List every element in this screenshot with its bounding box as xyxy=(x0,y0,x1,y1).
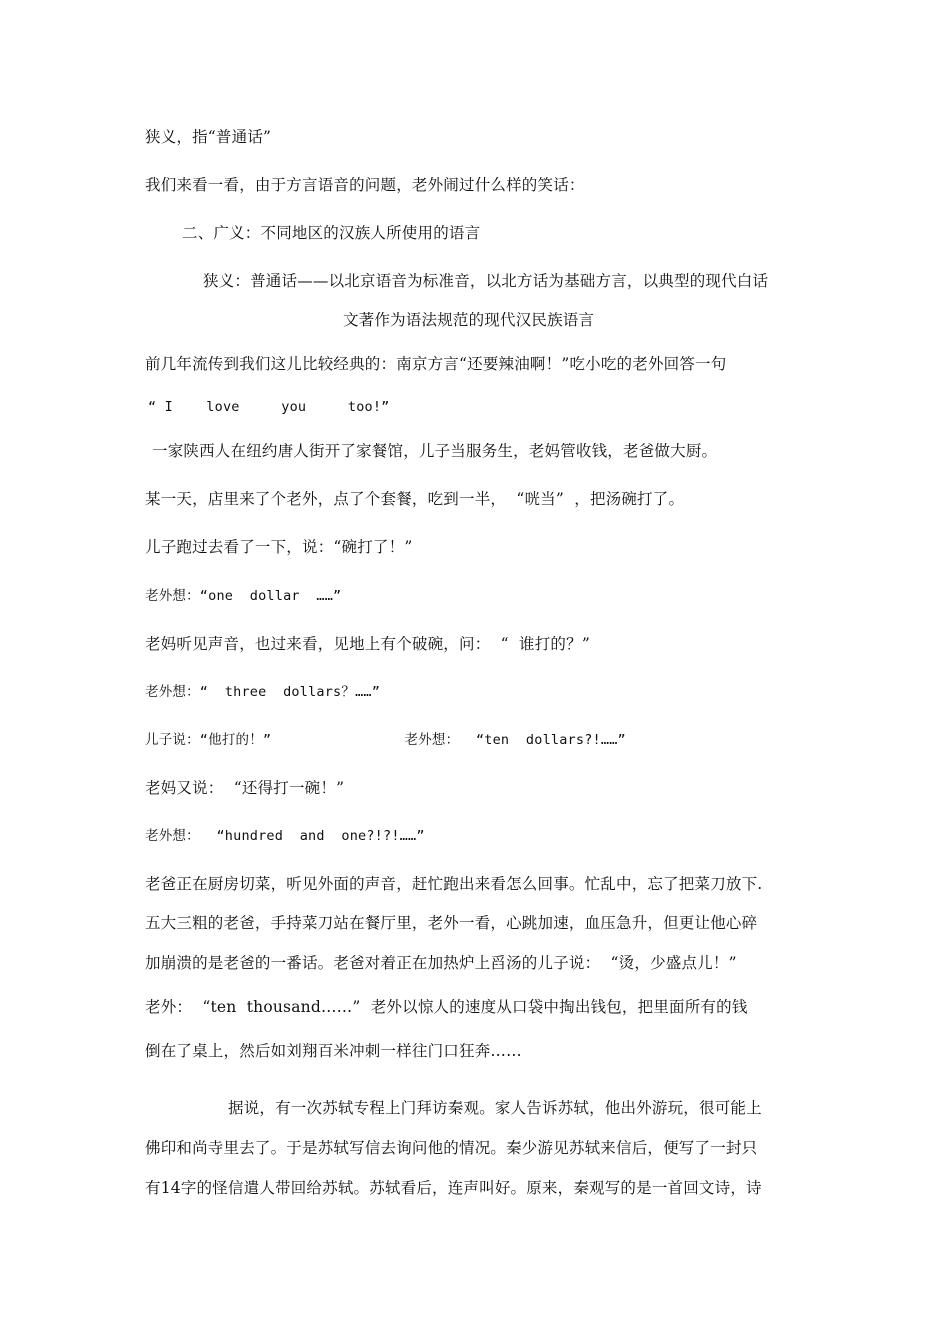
line-three-dollars: 老外想：“ three dollars？……” xyxy=(145,684,381,700)
line-narrow-meaning: 狭义，指“普通话” xyxy=(145,128,272,146)
line-bowl-broken: 某一天，店里来了个老外，点了个套餐，吃到一半， “咣当” ，把汤碗打了。 xyxy=(145,490,685,508)
line-putonghua-definition: 狭义：普通话——以北京语音为标准音，以北方话为基础方言，以典型的现代白话 xyxy=(203,272,769,290)
line-mom-asks: 老妈听见声音，也过来看，见地上有个破碗，问： “ 谁打的？” xyxy=(145,635,590,653)
line-intro-jokes: 我们来看一看，由于方言语音的问题，老外闹过什么样的笑话： xyxy=(145,176,585,194)
line-broad-meaning-heading: 二、广义：不同地区的汉族人所使用的语言 xyxy=(182,224,481,242)
line-one-dollar: 老外想：“one dollar ……” xyxy=(145,588,342,604)
line-hundred-and-one: 老外想： “hundred and one?!?!……” xyxy=(145,828,425,844)
line-dad-speaks: 加崩溃的是老爸的一番话。老爸对着正在加热炉上舀汤的儿子说： “烫，少盛点儿！” xyxy=(145,954,737,972)
line-son-says: 儿子跑过去看了一下，说：“碗打了！” xyxy=(145,538,413,556)
line-ten-dollars: 儿子说：“他打的！” 老外想： “ten dollars?!……” xyxy=(145,732,626,748)
line-ten-thousand: 老外： “ten thousand……” 老外以惊人的速度从口袋中掏出钱包，把里面所有的钱 xyxy=(145,998,748,1016)
line-palindrome-poem: 有14字的怪信遣人带回给苏轼。苏轼看后，连声叫好。原来，秦观写的是一首回文诗，诗 xyxy=(145,1179,762,1197)
line-another-bowl: 老妈又说： “还得打一碗！” xyxy=(145,779,345,797)
line-sushi-visit: 据说，有一次苏轼专程上门拜访秦观。家人告诉苏轼，他出外游玩，很可能上 xyxy=(228,1099,762,1117)
line-dad-with-knife: 五大三粗的老爸，手持菜刀站在餐厅里，老外一看，心跳加速，血压急升，但更让他心碎 xyxy=(145,914,758,932)
line-putonghua-definition-cont: 文著作为语法规范的现代汉民族语言 xyxy=(343,311,595,329)
line-foyin-temple: 佛印和尚寺里去了。于是苏轼写信去询问他的情况。秦少游见苏轼来信后，便写了一封只 xyxy=(145,1139,758,1157)
line-i-love-you-too: “ I love you too!” xyxy=(148,399,390,415)
line-shaanxi-family: 一家陕西人在纽约唐人街开了家餐馆，儿子当服务生，老妈管收钱，老爸做大厨。 xyxy=(152,442,718,460)
line-runs-away: 倒在了桌上，然后如刘翔百米冲刺一样往门口狂奔…… xyxy=(145,1042,522,1060)
line-nanjing-dialect: 前几年流传到我们这儿比较经典的：南京方言“还要辣油啊！”吃小吃的老外回答一句 xyxy=(145,355,727,373)
line-dad-cooking: 老爸正在厨房切菜，听见外面的声音，赶忙跑出来看怎么回事。忙乱中，忘了把菜刀放下. xyxy=(145,875,763,893)
